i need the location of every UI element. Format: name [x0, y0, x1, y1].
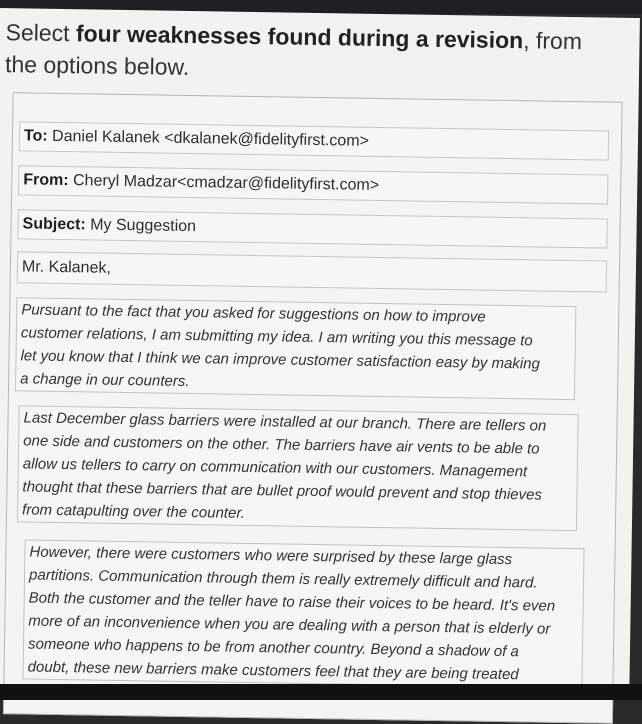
para1-line: Pursuant to the fact that you asked for suggestions on how to improve: [21, 301, 486, 326]
from-field[interactable]: [18, 165, 608, 204]
question-prefix: Select: [5, 19, 77, 47]
para2-line: from catapulting over the counter.: [21, 501, 246, 522]
from-label: From:: [23, 171, 69, 190]
para3-line: Both the customer and the teller have to raise their voices to be heard. It's even: [28, 589, 556, 615]
email-document: [3, 92, 623, 724]
para1-line: a change in our counters.: [20, 370, 190, 391]
to-field[interactable]: [19, 121, 609, 160]
para3-line: partitions. Communication through them is really extremely difficult and hard.: [28, 566, 538, 592]
paragraph-option-2[interactable]: [17, 405, 579, 531]
question-panel: [0, 8, 640, 698]
paragraph-option-3[interactable]: [22, 539, 584, 688]
question-bold: four weaknesses found during a revision: [75, 20, 524, 54]
para3-line: someone who happens to be from another country. Beyond a shadow of a: [27, 635, 519, 661]
para2-line: allow us tellers to carry on communication with our customers. Management: [22, 455, 528, 481]
from-value: Cheryl Madzar<cmadzar@fidelityfirst.com>: [68, 172, 380, 194]
to-label: To:: [23, 127, 48, 145]
para2-line: thought that these barriers that are bullet proof would prevent and stop thieves: [22, 478, 543, 504]
to-value: Daniel Kalanek <dkalanek@fidelityfirst.com>: [47, 127, 370, 150]
question-prompt: [5, 16, 606, 89]
bottom-bar: [0, 684, 642, 700]
question-suffix: , from the options below.: [4, 27, 583, 80]
para1-line: customer relations, I am submitting my idea. I am writing you this message to: [20, 324, 533, 350]
salutation-option[interactable]: [17, 251, 607, 292]
para3-line: doubt, these new barriers make customers feel that they are being treated: [27, 658, 519, 684]
subject-label: Subject:: [22, 215, 86, 234]
paragraph-option-1[interactable]: [15, 297, 576, 400]
para2-line: one side and customers on the other. The barriers have air vents to be able to: [23, 432, 540, 458]
para1-line: let you know that I think we can improve customer satisfaction easy by making: [20, 347, 541, 373]
subject-value: My Suggestion: [85, 216, 197, 236]
salutation-text: Mr. Kalanek,: [21, 258, 111, 277]
para3-line: more of an inconvenience when you are dealing with a person that is elderly or: [28, 612, 551, 638]
subject-field[interactable]: [17, 209, 607, 248]
para2-line: Last December glass barriers were installed at our branch. There are tellers on: [23, 409, 547, 435]
para3-line: However, there were customers who were surprised by these large glass: [29, 543, 513, 569]
